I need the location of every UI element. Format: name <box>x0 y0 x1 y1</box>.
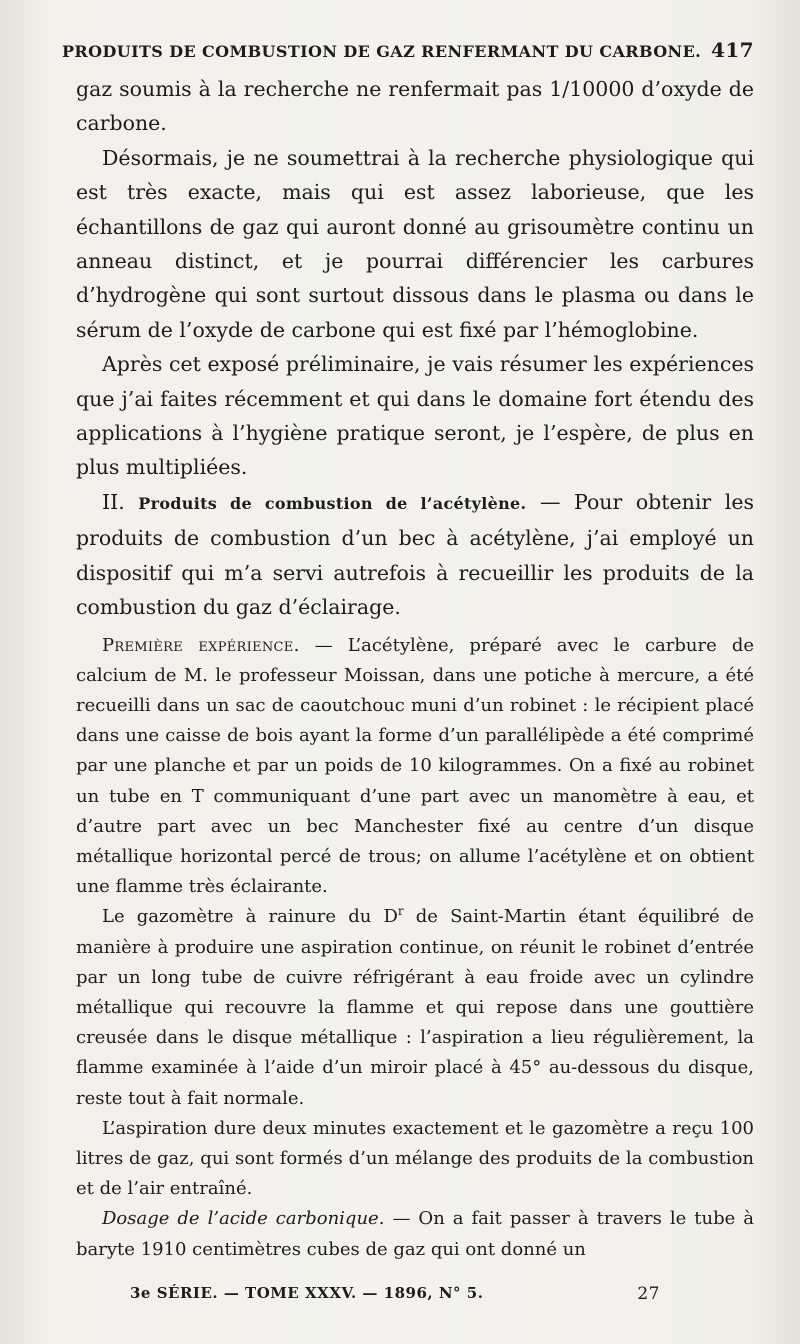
paragraph-text: Le gazomètre à rainure du D <box>102 906 398 928</box>
experiment-paragraph <box>76 631 754 903</box>
dosage-heading: Dosage de l’acide carbonique. <box>102 1208 385 1230</box>
paragraph-continuation: gaz soumis à la recherche ne renfermait pas 1/10000 d’oxyde de carbone. <box>76 77 754 136</box>
section-number: II. <box>102 489 125 514</box>
running-title: PRODUITS DE COMBUSTION DE GAZ RENFERMANT DU CARBONE. <box>62 42 702 61</box>
section-text: — Pour obtenir les produits de combustion d’un bec à acétylène, j’ai employé un dispositif qui m’a servi autrefois à recueillir les produits de la combustion du gaz d’éclairage. <box>76 489 754 620</box>
running-header <box>62 38 754 62</box>
page-footer <box>130 1284 660 1304</box>
paragraph-text: de Saint-Martin étant équilibré de manière à produire une aspiration continue, on réunit le robinet d’entrée par un long tube de cuivre réfrigérant à eau froide avec un cylindre métallique qui recouvre la flamme et qui repose dans une gouttière creusée dans le disque métallique : l’aspiration a lieu régulièrement, la flamme examinée à l’aide d’un miroir placé à 45° au-dessous du disque, reste tout à fait normale. <box>76 906 755 1109</box>
experiment-heading: Première expérience. <box>102 634 300 656</box>
paragraph: Après cet exposé préliminaire, je vais résumer les expériences que j’ai faites récemment et qui dans le domaine fort étendu des applications à l’hygiène pratique seront, je l’espère, de plus en plus multipliées. <box>76 352 754 480</box>
paragraph <box>76 1204 754 1264</box>
experiment-text: — L’acétylène, préparé avec le carbure de calcium de M. le professeur Moissan, dans une potiche à mercure, a été recueilli dans un sac de caoutchouc muni d’un robinet : le récipient placé dans une caisse de bois ayant la forme d’un parallélipède a été comprimé par une planche et par un poids de 10 kilogrammes. On a fixé au robinet un tube en T communiquant d’une part avec un manomètre à eau, et d’autre part avec un bec Manchester fixé au centre d’un disque métallique horizontal percé de trous; on allume l’acétylène et on obtient une flamme très éclairante. <box>76 634 754 898</box>
page-number: 417 <box>711 38 754 62</box>
dosage-text: — On a fait passer à travers le tube à baryte 1910 centimètres cubes de gaz qui ont donné un <box>76 1208 754 1260</box>
experiment-block <box>76 631 754 1265</box>
paragraph: L’aspiration dure deux minutes exactement et le gazomètre a reçu 100 litres de gaz, qui sont formés d’un mélange des produits de la combustion et de l’air entraîné. <box>76 1117 754 1200</box>
section-heading: Produits de combustion de l’acétylène. <box>138 493 527 513</box>
body-text <box>76 72 754 1265</box>
superscript: r <box>397 904 404 919</box>
paragraph: Désormais, je ne soumettrai à la recherche physiologique qui est très exacte, mais qui est assez laborieuse, que les échantillons de gaz qui auront donné au grisoumètre continu un anneau distinct, et je pourrai différencier les carbures d’hydrogène qui sont surtout dissous dans le plasma ou dans le sérum de l’oxyde de carbone qui est fixé par l’hémoglobine. <box>76 145 754 342</box>
signature-mark: 27 <box>637 1284 660 1304</box>
series-line: 3e SÉRIE. — TOME XXXV. — 1896, N° 5. <box>130 1284 484 1302</box>
paragraph <box>76 902 754 1113</box>
section-paragraph <box>76 485 754 625</box>
